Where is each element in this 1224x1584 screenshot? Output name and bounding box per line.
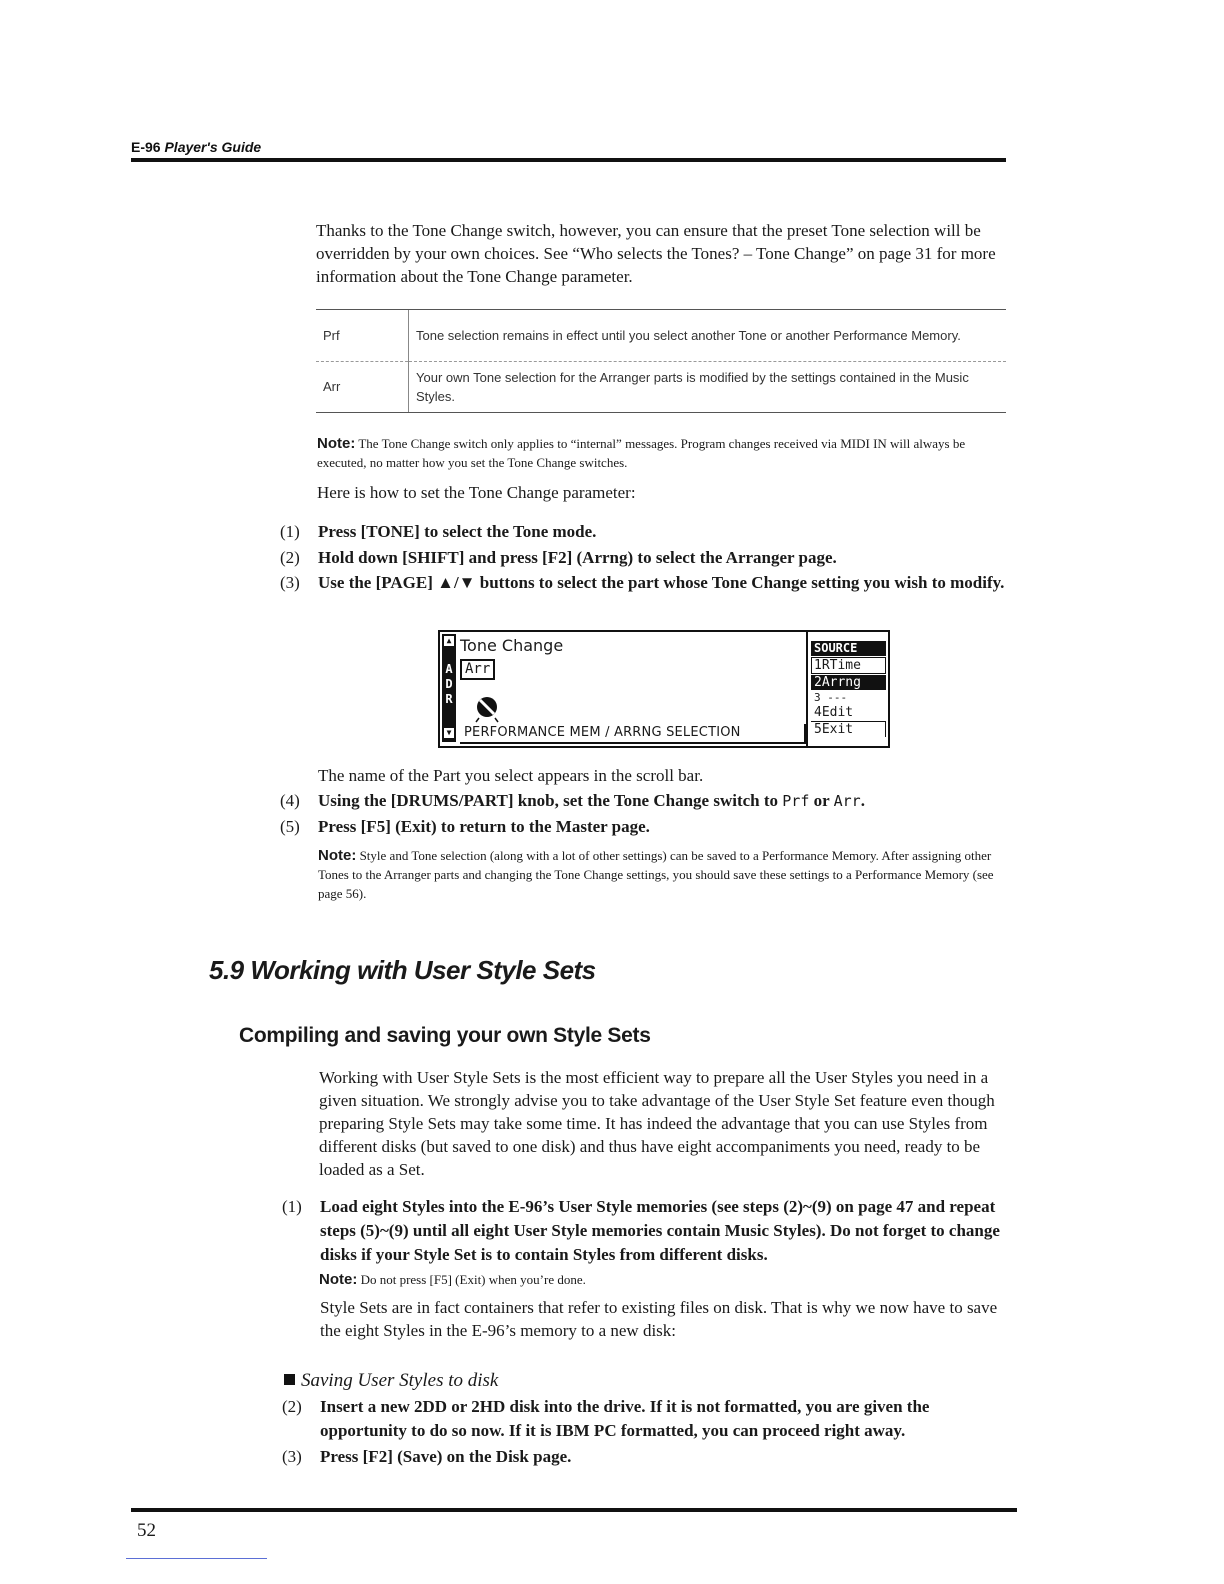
step-text: Hold down [SHIFT] and press [F2] (Arrng) to select the Arranger page. bbox=[318, 548, 837, 567]
knob-icon bbox=[474, 694, 498, 718]
note-label: Note: bbox=[318, 847, 357, 864]
lcd-footer: PERFORMANCE MEM / ARRNG SELECTION bbox=[460, 724, 806, 744]
saving-heading-text: Saving User Styles to disk bbox=[301, 1370, 499, 1391]
lcd-display bbox=[438, 630, 808, 748]
running-header bbox=[131, 139, 261, 155]
note-2 bbox=[318, 846, 1010, 903]
sets-paragraph: Style Sets are in fact containers that refer to existing files on disk. That is why we now have to save the eight Styles in the E-96’s memory to a new disk: bbox=[320, 1298, 998, 1340]
step-number: (3) bbox=[280, 573, 300, 592]
step-text: Load eight Styles into the E-96’s User Style memories (see steps (2)~(9) on page 47 and repeat steps (5)~(9) until all eight User Style memories contain Music Styles). Do not forget to change disks if your Style Set is to contain Styles from different disks. bbox=[320, 1197, 1000, 1264]
footer-rule bbox=[131, 1508, 1017, 1512]
step-4 bbox=[280, 789, 1010, 813]
lcd-scroll-letters bbox=[443, 662, 455, 707]
note-text: Do not press [F5] (Exit) when you’re done. bbox=[360, 1272, 586, 1287]
scroll-letter: R bbox=[445, 692, 453, 706]
step-number: (1) bbox=[280, 522, 300, 541]
step-number: (3) bbox=[282, 1447, 302, 1466]
header-guide: Player's Guide bbox=[164, 139, 262, 155]
lcd-title: Tone Change bbox=[460, 636, 564, 655]
section-title: 5.9 Working with User Style Sets bbox=[209, 955, 596, 985]
param-desc: Your own Tone selection for the Arranger parts is modified by the settings contained in the Music Styles. bbox=[416, 369, 969, 404]
step-text: Press [F2] (Save) on the Disk page. bbox=[320, 1447, 572, 1466]
step-number: (2) bbox=[280, 548, 300, 567]
menu-item-rtime: 1RTime bbox=[811, 657, 886, 674]
menu-item-exit: 5Exit bbox=[811, 721, 886, 737]
step-text bbox=[318, 789, 1010, 813]
step-number: (4) bbox=[280, 791, 300, 810]
section-paragraph: Working with User Style Sets is the most efficient way to prepare all the User Styles you need in a given situation. We strongly advise you to take advantage of the User Style Set feature even though preparing Style Sets may take some time. It has indeed the advantage that you can use Styles from different disks (but saved to one disk) and thus have eight accompaniments you need, ready to be loaded as a Set. bbox=[319, 1068, 995, 1179]
howto-text: Here is how to set the Tone Change parameter: bbox=[317, 483, 636, 502]
note-1 bbox=[317, 434, 1007, 472]
footer-link-underline bbox=[126, 1558, 267, 1559]
step-c3 bbox=[282, 1445, 1012, 1469]
menu-item-arrng: 2Arrng bbox=[811, 675, 886, 690]
section-subtitle: Compiling and saving your own Style Sets bbox=[239, 1024, 651, 1047]
param-table bbox=[316, 309, 1006, 413]
scroll-down-icon: ▼ bbox=[444, 728, 454, 738]
param-key: Prf bbox=[316, 310, 409, 361]
note-text: The Tone Change switch only applies to “internal” messages. Program changes received via MIDI IN will always be executed, no matter how you set the Tone Change switches. bbox=[317, 436, 966, 470]
note-3 bbox=[319, 1270, 1009, 1289]
saving-heading bbox=[284, 1370, 498, 1392]
intro-paragraph: Thanks to the Tone Change switch, however, you can ensure that the preset Tone selection will be overridden by your own choices. See “Who selects the Tones? – Tone Change” on page 31 for more information about the Tone Change parameter. bbox=[316, 221, 996, 286]
header-product: E-96 bbox=[131, 139, 161, 155]
step-text: Press [TONE] to select the Tone mode. bbox=[318, 522, 597, 541]
step-number: (5) bbox=[280, 817, 300, 836]
menu-source: SOURCE bbox=[811, 641, 886, 656]
step-5 bbox=[280, 815, 1010, 839]
scroll-letter: A bbox=[445, 662, 453, 676]
scroll-note: The name of the Part you select appears in the scroll bar. bbox=[318, 766, 704, 785]
param-key: Arr bbox=[316, 361, 409, 412]
step-c2 bbox=[282, 1395, 1012, 1443]
note-label: Note: bbox=[319, 1271, 358, 1288]
lcd-function-menu bbox=[806, 630, 890, 748]
step-text: Use the [PAGE] ▲/▼ buttons to select the part whose Tone Change setting you wish to modify. bbox=[318, 573, 1005, 592]
table-row bbox=[316, 310, 1006, 361]
page-number: 52 bbox=[137, 1520, 156, 1541]
scroll-up-icon: ▲ bbox=[444, 636, 454, 646]
option-prf: Prf bbox=[782, 792, 810, 810]
menu-item-edit: 4Edit bbox=[814, 705, 854, 720]
step-number: (2) bbox=[282, 1397, 302, 1416]
option-arr: Arr bbox=[833, 792, 861, 810]
table-row bbox=[316, 361, 1006, 412]
note-label: Note: bbox=[317, 435, 356, 452]
lcd-value-box: Arr bbox=[460, 659, 495, 680]
step-3 bbox=[280, 571, 1010, 595]
step-text-main: Using the [DRUMS/PART] knob, set the Tone Change switch to bbox=[318, 791, 779, 810]
step-text-or: or bbox=[813, 791, 830, 810]
header-rule bbox=[131, 158, 1006, 162]
step-text-end: . bbox=[860, 791, 865, 810]
step-text: Insert a new 2DD or 2HD disk into the drive. If it is not formatted, you are given the opportunity to do so now. If it is IBM PC formatted, you can proceed right away. bbox=[320, 1397, 930, 1440]
step-2 bbox=[280, 546, 1010, 570]
bullet-square-icon bbox=[284, 1374, 295, 1385]
note-text: Style and Tone selection (along with a lot of other settings) can be saved to a Performance Memory. After assigning other Tones to the Arranger parts and changing the Tone Change settings, you should save these settings to a Performance Memory (see page 56). bbox=[318, 848, 994, 901]
step-text: Press [F5] (Exit) to return to the Master page. bbox=[318, 817, 650, 836]
step-b1 bbox=[282, 1195, 1016, 1267]
menu-item-empty: 3 --- bbox=[814, 691, 848, 704]
step-number: (1) bbox=[282, 1197, 302, 1216]
param-desc: Tone selection remains in effect until you select another Tone or another Performance Memory. bbox=[416, 327, 961, 343]
scroll-letter: D bbox=[445, 677, 453, 691]
step-1 bbox=[280, 520, 1010, 544]
